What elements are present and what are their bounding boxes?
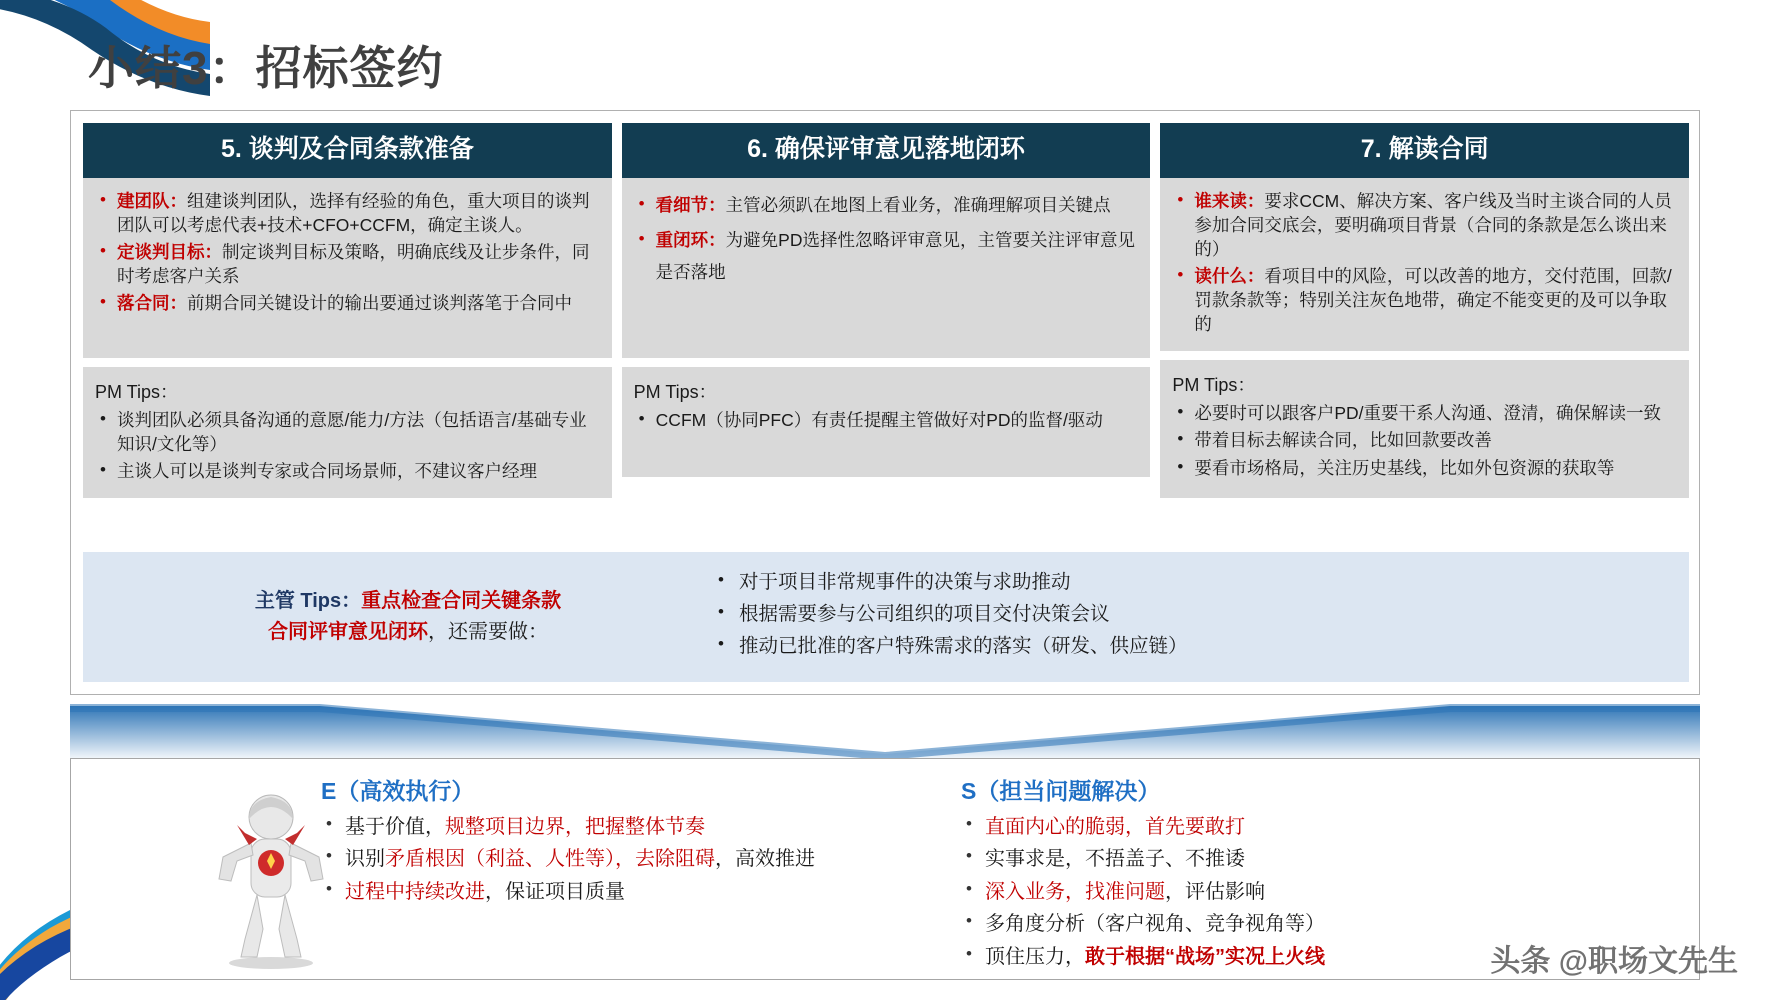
column-6-pm-tips <box>622 367 1151 477</box>
es-list-e <box>321 813 961 906</box>
pm-tips-label: PM Tips： <box>95 381 179 402</box>
bullet-text: 为避免PD选择性忽略评审意见，主管要关注评审意见是否落地 <box>655 229 1135 283</box>
column-6-bullet-list <box>634 189 1139 289</box>
list-item <box>321 845 961 873</box>
list-item <box>961 910 1661 938</box>
text-part: 识别 <box>345 848 385 871</box>
manager-tips-highlight-2: 合同评审意见闭环 <box>268 621 428 643</box>
manager-tips-suffix: ，还需要做： <box>428 621 548 643</box>
list-item <box>321 878 961 906</box>
column-6-header: 6. 确保评审意见落地闭环 <box>622 123 1151 178</box>
text-part: 深入业务，找准问题 <box>985 880 1165 903</box>
list-item <box>634 189 1139 221</box>
column-5-header: 5. 谈判及合同条款准备 <box>83 123 612 178</box>
column-6 <box>622 123 1151 498</box>
text-part: 多角度分析（客户视角、竞争视角等） <box>985 913 1325 936</box>
column-7 <box>1160 123 1689 498</box>
columns-container <box>83 123 1689 498</box>
manager-tips-list <box>713 569 1689 660</box>
main-content-frame <box>70 110 1700 695</box>
bullet-text: 看项目中的风险，可以改善的地方，交付范围，回款/罚款条款等；特别关注灰色地带，确定不能变更的及可以争取的 <box>1194 265 1672 335</box>
list-item <box>95 189 600 237</box>
column-7-header: 7. 解读合同 <box>1160 123 1689 178</box>
column-5 <box>83 123 612 498</box>
bullet-key: 建团队： <box>117 190 187 211</box>
bullet-text: 主管必须趴在地图上看业务，准确理解项目关键点 <box>725 194 1111 215</box>
es-title-e: E（高效执行） <box>321 778 475 804</box>
text-part: 基于价值， <box>345 816 445 838</box>
pm-tips-label: PM Tips： <box>1172 375 1256 396</box>
text-part: 规整项目边界，把握整体节奏 <box>445 816 705 838</box>
column-5-pm-tips <box>83 367 612 498</box>
list-item <box>1172 189 1677 261</box>
column-7-body <box>1160 178 1689 352</box>
list-item: • CCFM（协同PFC）有责任提醒主管做好对PD的监督/驱动 <box>634 408 1139 432</box>
column-5-body <box>83 178 612 358</box>
es-title-s: S（担当问题解决） <box>961 778 1161 804</box>
text-part: 直面内心的脆弱，首先要敢打 <box>985 816 1245 838</box>
list-item <box>961 813 1661 841</box>
list-item <box>961 878 1661 906</box>
list-item <box>321 813 961 841</box>
bullet-key: 定谈判目标： <box>117 241 222 262</box>
es-columns <box>321 773 1691 975</box>
bullet-key: 谁来读： <box>1194 190 1265 211</box>
manager-tips-label: 主管 Tips： <box>254 590 362 612</box>
list-item: • 必要时可以跟客户PD/重要干系人沟通、澄清，确保解读一致 <box>1172 401 1677 425</box>
pm-tips-label: PM Tips： <box>633 381 717 402</box>
chevron-arrow-band <box>70 698 1700 762</box>
list-item: • 对于项目非常规事件的决策与求助推动 <box>713 569 1689 596</box>
es-column-e <box>321 773 961 975</box>
column-6-body <box>622 178 1151 358</box>
page-title: 小结3：招标签约 <box>88 42 444 94</box>
list-item: • 带着目标去解读合同，比如回款要改善 <box>1172 428 1677 452</box>
list-item: • 根据需要参与公司组织的项目交付决策会议 <box>713 601 1689 628</box>
text-part: ，评估影响 <box>1165 880 1265 903</box>
text-part: 矛盾根因（利益、人性等），去除阻碍 <box>385 848 715 871</box>
bullet-key: 重闭环： <box>655 229 726 250</box>
text-part: 敢于根据“战场”实况上火线 <box>1085 945 1325 968</box>
column-5-tips-list <box>95 408 600 483</box>
list-item: • 推动已批准的客户特殊需求的落实（研发、供应链） <box>713 633 1689 660</box>
es-summary-frame <box>70 758 1700 980</box>
text-part: 实事求是，不捂盖子、不推诿 <box>985 848 1245 871</box>
bullet-text: 前期合同关键设计的输出要通过谈判落笔于合同中 <box>187 293 572 314</box>
text-part: ，高效推进 <box>715 848 815 871</box>
column-5-bullet-list <box>95 189 600 316</box>
column-7-tips-list <box>1172 401 1677 479</box>
list-item <box>1172 264 1677 336</box>
column-7-pm-tips <box>1160 360 1689 498</box>
bullet-key: 看细节： <box>655 194 726 215</box>
list-item: • 谈判团队必须具备沟通的意愿/能力/方法（包括语言/基础专业知识/文化等） <box>95 408 600 456</box>
list-item: • 主谈人可以是谈判专家或合同场景师，不建议客户经理 <box>95 459 600 483</box>
text-part: ，保证项目质量 <box>485 880 625 903</box>
manager-tips-right <box>703 569 1689 665</box>
column-6-tips-list <box>634 408 1139 432</box>
mascot-figure-icon <box>201 789 341 969</box>
list-item <box>634 224 1139 289</box>
manager-tips-bar <box>83 552 1689 682</box>
bullet-key: 读什么： <box>1194 265 1265 286</box>
list-item: • 要看市场格局，关注历史基线，比如外包资源的获取等 <box>1172 456 1677 480</box>
manager-tips-highlight-1: 重点检查合同关键条款 <box>361 590 562 612</box>
list-item <box>95 291 600 315</box>
column-7-bullet-list <box>1172 189 1677 337</box>
bullet-text: 要求CCM、解决方案、客户线及当时主谈合同的人员参加合同交底会，要明确项目背景（合同的条款是怎么谈出来的） <box>1194 190 1672 259</box>
text-part: 过程中持续改进 <box>345 880 485 903</box>
watermark: 头条 @职场文先生 <box>1490 945 1738 978</box>
manager-tips-left <box>83 586 703 648</box>
text-part: 顶住压力， <box>985 945 1085 968</box>
list-item <box>95 240 600 288</box>
bullet-key: 落合同： <box>117 293 187 314</box>
bullet-text: 组建谈判团队，选择有经验的角色，重大项目的谈判团队可以考虑代表+技术+CFO+CCFM，确定主谈人。 <box>117 190 590 235</box>
bullet-text: 制定谈判目标及策略，明确底线及让步条件，同时考虑客户关系 <box>117 241 590 286</box>
list-item <box>961 845 1661 873</box>
